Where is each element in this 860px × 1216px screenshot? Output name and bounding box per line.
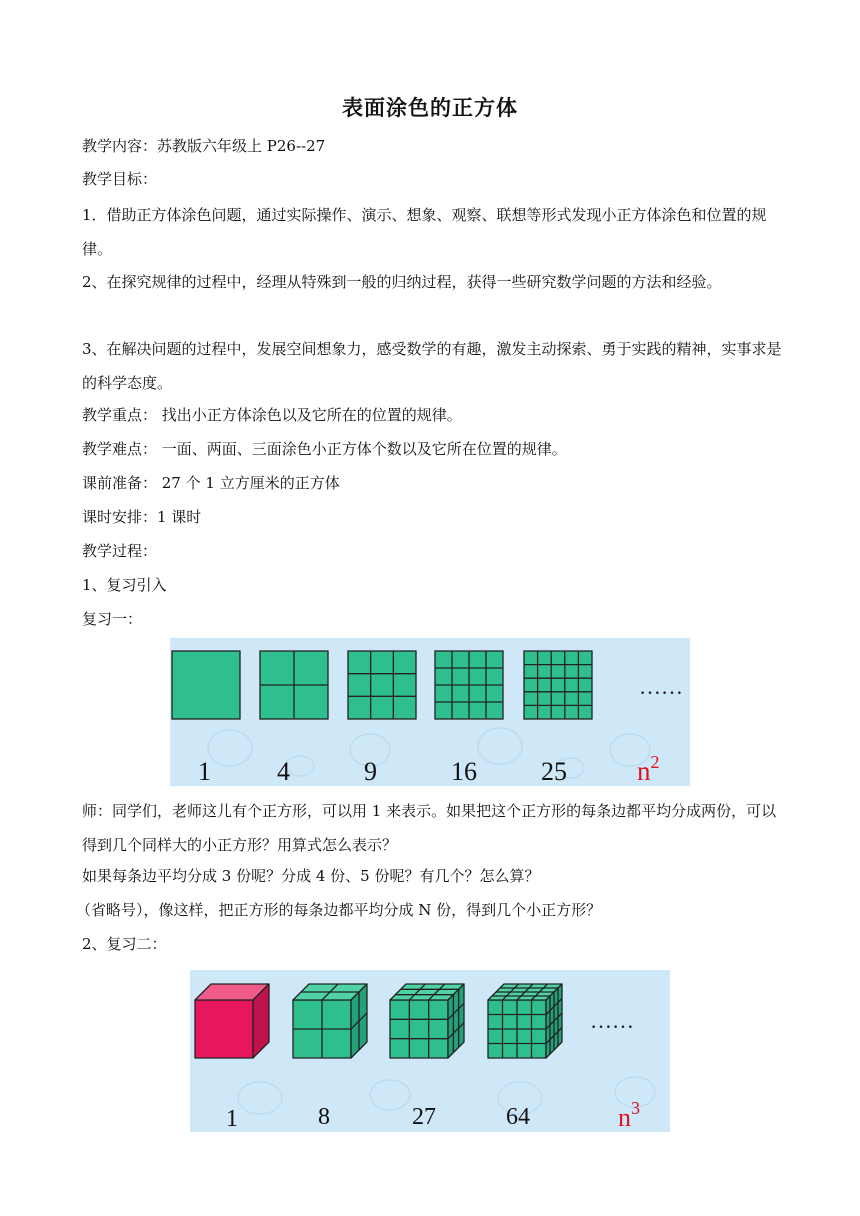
square-count-label: 16	[451, 757, 477, 786]
cubes-ellipsis: ……	[590, 1008, 634, 1033]
goal-2: 2、在探究规律的过程中，经理从特殊到一般的归纳过程，获得一些研究数学问题的方法和经验。	[82, 273, 722, 291]
cube-count-label: 1	[226, 1106, 238, 1132]
square-count-label: 4	[277, 757, 290, 786]
goals-heading: 教学目标：	[82, 170, 158, 188]
goal-3: 3、在解决问题的过程中，发展空间想象力，感受数学的有趣，激发主动探索、勇于实践的精神，实事求是的科学态度。	[82, 340, 782, 392]
square-count-label: 9	[364, 757, 377, 786]
cube-front-face	[390, 1000, 448, 1058]
cubes-figure	[190, 970, 670, 1132]
process-heading: 教学过程：	[82, 542, 158, 560]
follow-up-question: 如果每条边平均分成 3 份呢？分成 4 份、5 份呢？有几个？怎么算？	[82, 867, 540, 885]
teaching-content: 教学内容：苏教版六年级上 P26--27	[82, 137, 326, 155]
key-point: 教学重点： 找出小正方体涂色以及它所在的位置的规律。	[82, 406, 462, 424]
grid-square	[348, 651, 416, 719]
review-two-heading: 2、复习二：	[82, 935, 167, 953]
grid-square	[524, 651, 592, 719]
page-title: 表面涂色的正方体	[342, 96, 518, 120]
generalization-question: （省略号），像这样，把正方形的每条边都平均分成 N 份，得到几个小正方形？	[76, 901, 602, 919]
schedule: 课时安排：1 课时	[82, 508, 202, 526]
difficult-point: 教学难点： 一面、两面、三面涂色小正方体个数以及它所在位置的规律。	[82, 440, 567, 458]
cubes-illustration	[190, 970, 670, 1132]
goal-1: 1．借助正方体涂色问题，通过实际操作、演示、想象、观察、联想等形式发现小正方体涂色和位置的规律。	[82, 206, 767, 258]
square-count-label: 25	[541, 757, 567, 786]
preparation: 课前准备： 27 个 1 立方厘米的正方体	[82, 474, 340, 492]
square-formula: $n^2$	[637, 752, 660, 786]
squares-illustration	[170, 638, 690, 786]
cube-front-face	[195, 1000, 253, 1058]
square-count-label: 1	[198, 757, 211, 786]
teacher-question: 师：同学们，老师这儿有个正方形，可以用 1 来表示。如果把这个正方形的每条边都平均分成两份，可以得到几个同样大的小正方形？用算式怎么表示？	[82, 802, 777, 854]
review-one-heading: 复习一：	[82, 610, 143, 628]
cube-count-label: 27	[412, 1104, 436, 1130]
squares-ellipsis: ……	[639, 674, 683, 699]
cube-count-label: 64	[506, 1104, 530, 1130]
cube-count-label: 8	[318, 1104, 330, 1130]
cube-formula: $n^3$	[618, 1098, 640, 1132]
grid-square	[172, 651, 240, 719]
section-review-intro: 1、复习引入	[82, 576, 167, 594]
squares-figure	[170, 638, 690, 786]
